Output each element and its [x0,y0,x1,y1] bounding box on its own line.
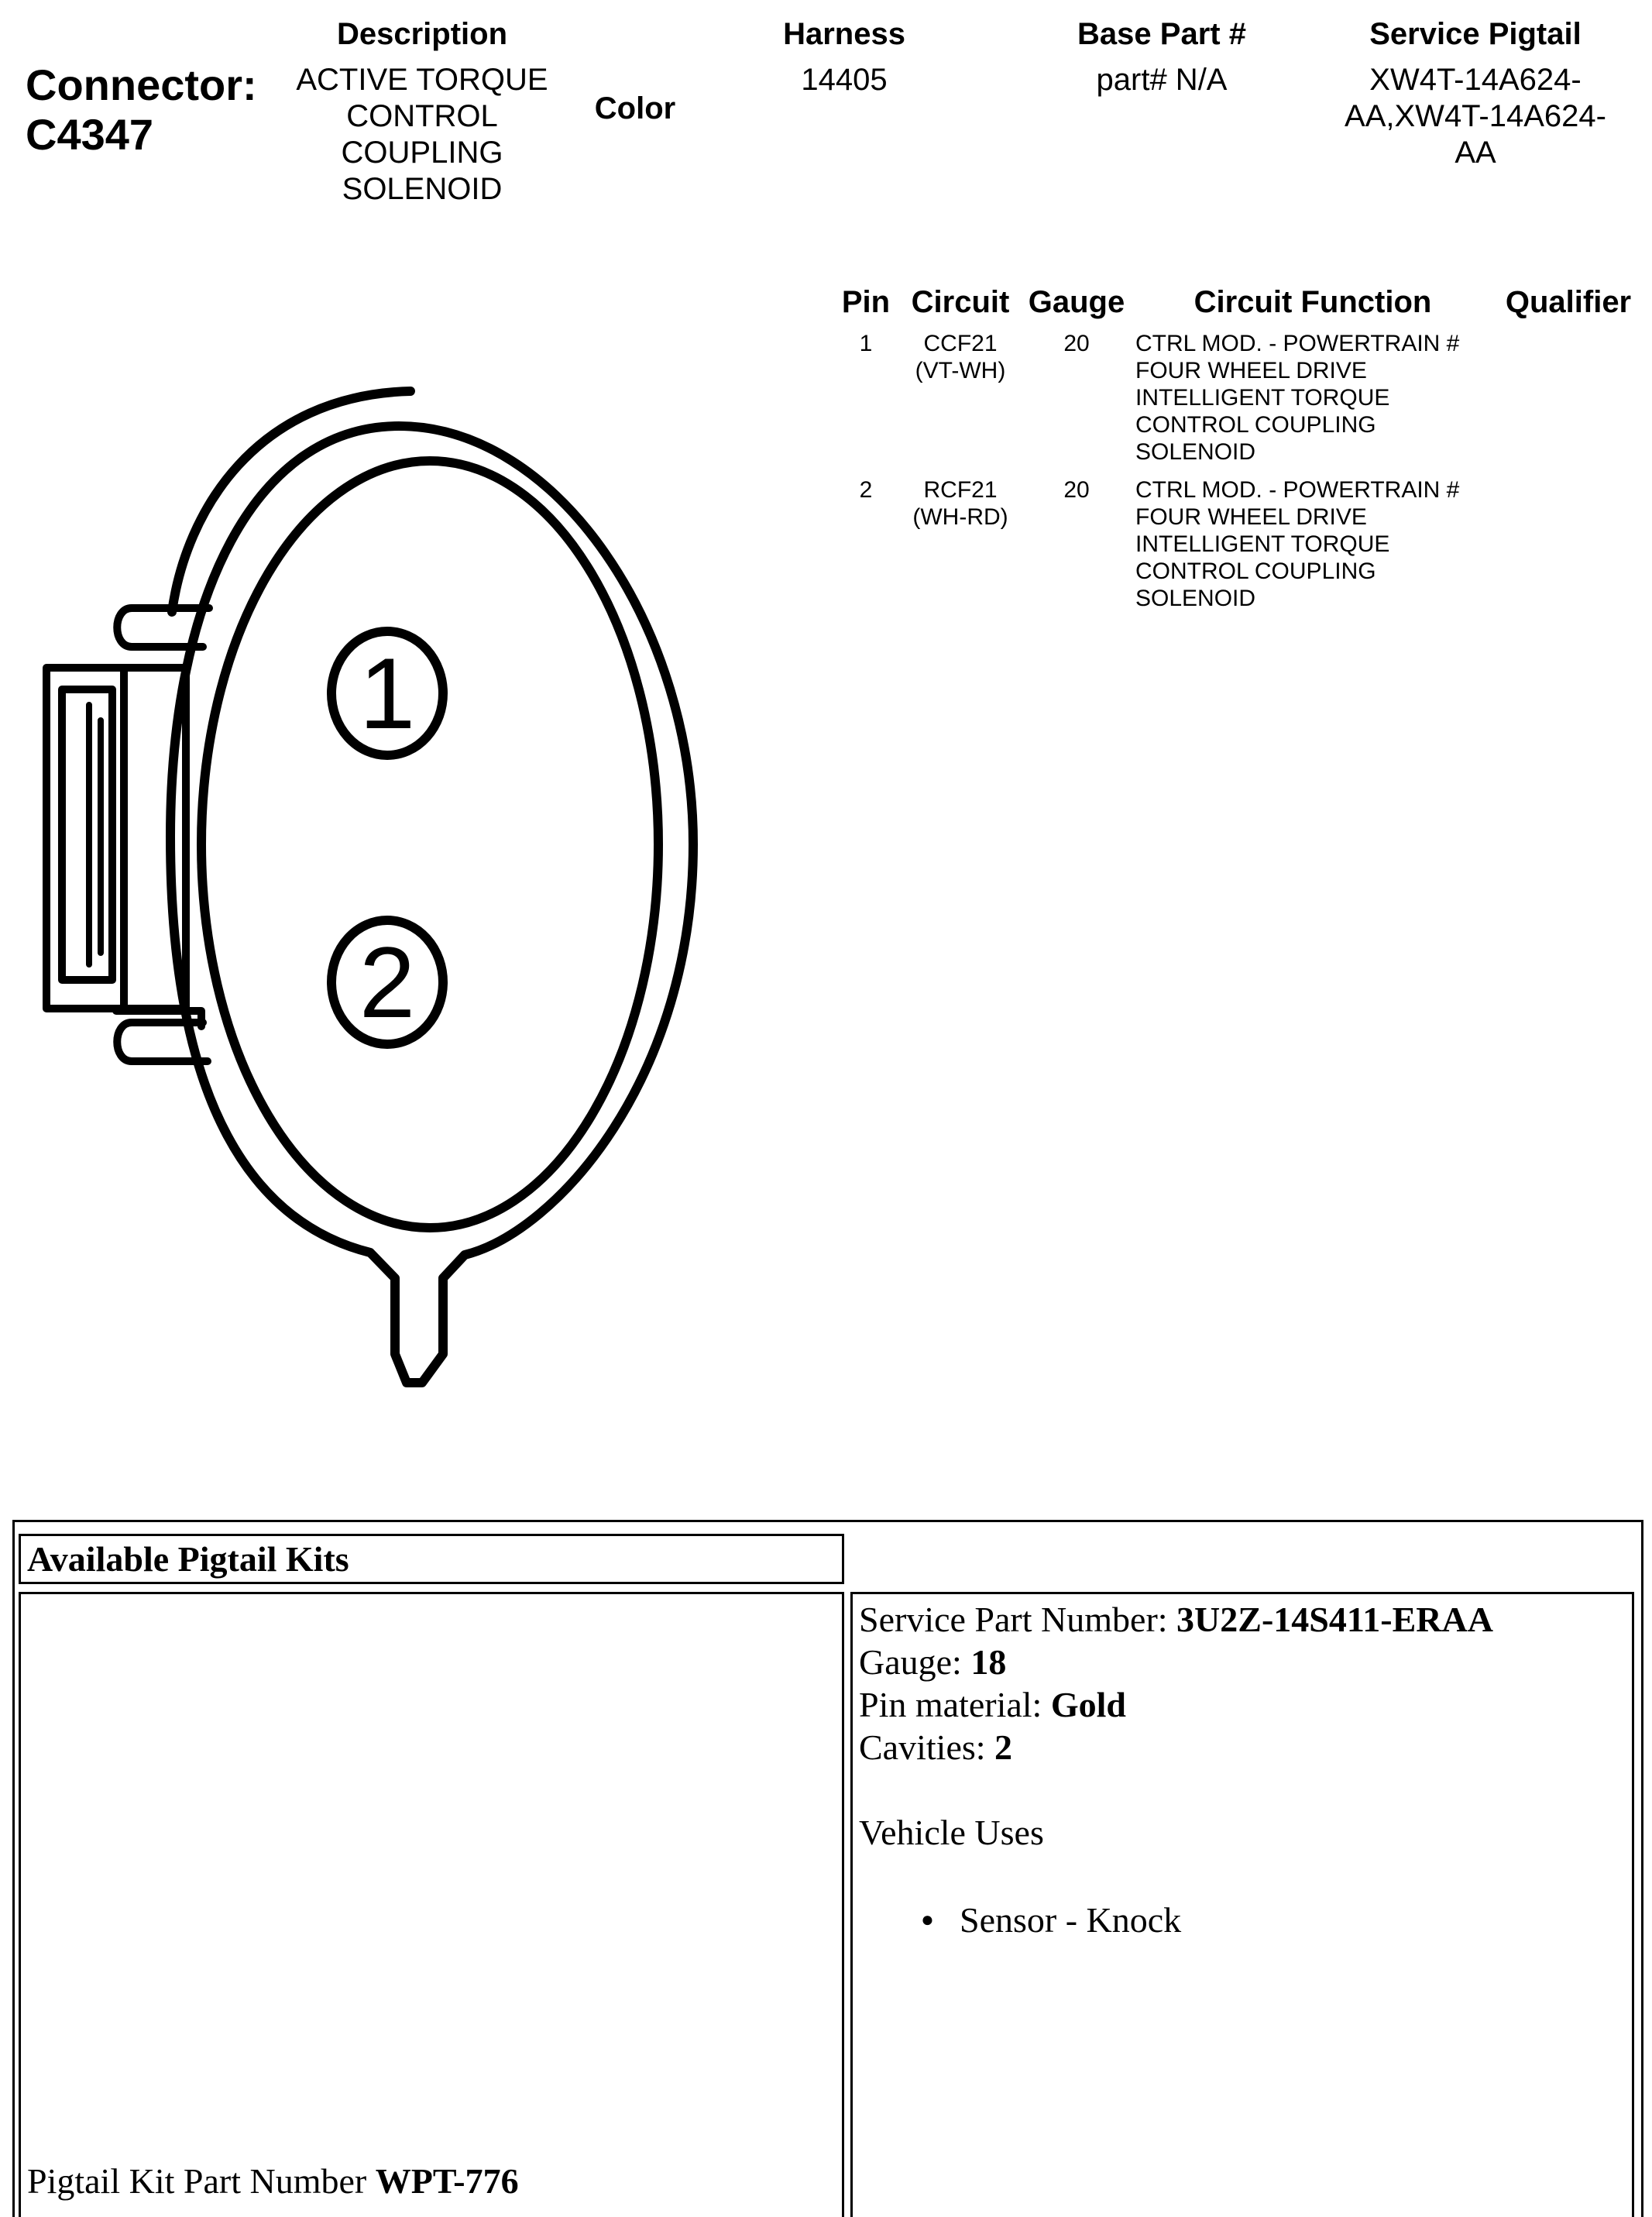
pin-circuit-id: RCF21 [923,477,998,503]
pigtail-kit-part-label: Pigtail Kit Part Number [27,2161,376,2201]
pigtail-gauge [859,1641,1632,1683]
pin-1-label: 1 [359,637,416,750]
function-col-header: Circuit Function [1193,285,1432,319]
vehicle-uses-label: Vehicle Uses [859,1813,1044,1852]
pin-function: CTRL MOD. - POWERTRAIN # FOUR WHEEL DRIVE INTELLIGENT TORQUE CONTROL COUPLING SOLENOID [1135,331,1460,465]
connector-id: C4347 [26,110,154,159]
connector-title [26,60,281,160]
pigtail-details-box [850,1592,1634,2217]
cavities-value: 2 [994,1727,1013,1767]
pin-number: 1 [859,331,873,356]
service-part-number [859,1598,1632,1641]
cavities-label: Cavities: [859,1727,995,1767]
base-part-header: Base Part # [1077,17,1246,51]
pin-number: 2 [859,477,873,503]
pigtail-gauge-value: 18 [970,1642,1007,1682]
harness-value: 14405 [801,63,888,97]
circuit-col-header: Circuit [911,285,1010,319]
vehicle-uses-list [921,1899,1632,1941]
service-pigtail-value: XW4T-14A624-AA,XW4T-14A624-AA [1345,63,1606,170]
cavities [859,1726,1632,1768]
pin-circuit-color: (WH-RD) [912,504,1008,530]
pin-function: CTRL MOD. - POWERTRAIN # FOUR WHEEL DRIVE INTELLIGENT TORQUE CONTROL COUPLING SOLENOID [1135,477,1460,611]
color-header: Color [594,91,676,125]
pin-circuit-id: CCF21 [923,331,998,356]
pin-circuit [898,476,1022,531]
pin-material-value: Gold [1050,1685,1126,1724]
service-pigtail-header: Service Pigtail [1369,17,1582,51]
body-outline [170,426,693,1383]
qualifier-col-header: Qualifier [1505,285,1632,319]
connector-face-diagram [0,333,744,1418]
list-item: ● Sensor - Knock [921,1899,1632,1941]
connector-label: Connector: [26,60,257,109]
service-part-label: Service Part Number: [859,1600,1177,1639]
pin-material [859,1683,1632,1726]
inner-face [201,461,658,1228]
pin-gauge: 20 [1063,331,1090,356]
pigtail-kit-part-number [27,2160,519,2202]
gauge-col-header: Gauge [1028,285,1125,319]
pin-material-label: Pin material: [859,1685,1051,1724]
pigtail-kits-title-box [19,1534,844,1584]
pigtail-gauge-label: Gauge: [859,1642,971,1682]
pin-gauge: 20 [1063,477,1090,503]
pigtail-kit-part-value: WPT-776 [375,2161,519,2201]
pin-circuit [898,330,1022,384]
description-header: Description [336,17,508,51]
service-part-value: 3U2Z-14S411-ERAA [1176,1600,1493,1639]
pin-col-header: Pin [841,285,891,319]
lock-housing-detail [89,705,101,964]
harness-header: Harness [783,17,905,51]
pigtail-image-box [19,1592,844,2217]
base-part-value: part# N/A [1096,63,1228,97]
pin-2-label: 2 [359,926,416,1039]
pin-circuit-color: (VT-WH) [915,358,1006,383]
description-value: ACTIVE TORQUE CONTROL COUPLING SOLENOID [296,63,548,206]
pigtail-kits-title: Available Pigtail Kits [27,1539,349,1579]
